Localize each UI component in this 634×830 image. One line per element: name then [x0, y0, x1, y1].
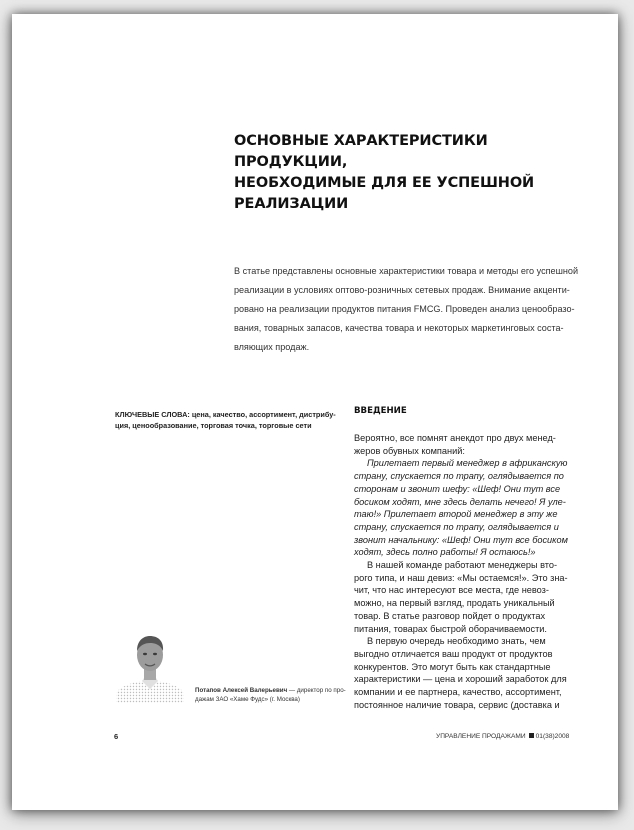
abstract-line: вания, товарных запасов, качества товара и некоторых маркетинговых соста-	[234, 323, 564, 333]
body-line: питания, товарах быстрой оборачиваемости.	[354, 623, 547, 634]
abstract-line: ровано на реализации продуктов питания FMCG. Проведен анализ ценообразо-	[234, 304, 575, 314]
body-line: выгодно отличается ваш продукт от продуктов	[354, 648, 553, 659]
body-line: страну, спускается по трапу, оглядывается и	[354, 521, 559, 532]
body-line: характеристики — цена и хороший заработок для	[354, 674, 567, 685]
body-line: звонит начальнику: «Шеф! Они тут все босиком	[354, 534, 568, 545]
journal-name: УПРАВЛЕНИЕ ПРОДАЖАМИ	[436, 733, 526, 740]
body-line: чит, что нас интересуют все места, где невоз-	[354, 585, 549, 596]
author-caption	[195, 686, 346, 704]
body-line: конкурентов. Это могут быть как стандартные	[354, 661, 551, 672]
title-line: НЕОБХОДИМЫЕ ДЛЯ ЕЕ УСПЕШНОЙ	[234, 175, 535, 191]
body-line: страну, спускается по трапу, оглядывается по	[354, 471, 564, 482]
abstract-line: вляющих продаж.	[234, 342, 310, 352]
body-line: сторонам и звонит шефу: «Шеф! Они тут все	[354, 483, 561, 494]
article-body	[354, 432, 576, 711]
title-line: РЕАЛИЗАЦИИ	[234, 196, 349, 212]
body-line: ходят, здесь полно работы! Я остаюсь!»	[354, 547, 536, 558]
caption-line	[195, 686, 346, 695]
body-line: жеров обувных компаний:	[354, 445, 465, 456]
body-line: Вероятно, все помнят анекдот про двух менед-	[354, 433, 556, 443]
keywords-block	[115, 409, 336, 431]
body-line: В первую очередь необходимо знать, чем	[367, 636, 546, 647]
square-bullet-icon	[529, 733, 534, 738]
body-line: компании и ее партнера, качество, ассортимент,	[354, 687, 562, 698]
keywords-line: КЛЮЧЕВЫЕ СЛОВА: цена, качество, ассортимент, дистрибу-	[115, 410, 336, 419]
body-line: В нашей команде работают менеджеры вто-	[367, 560, 558, 571]
article-title	[234, 131, 594, 215]
page-number: 6	[114, 732, 119, 741]
body-line: Прилетает первый менеджер в африканскую	[367, 458, 568, 469]
journal-page	[12, 14, 618, 810]
body-line: товар. В статье разговор пойдет о продуктах	[354, 610, 546, 621]
keywords-line: ция, ценообразование, торговая точка, торговые сети	[115, 421, 312, 430]
section-heading-introduction: ВВЕДЕНИЕ	[354, 406, 407, 416]
abstract-line: В статье представлены основные характеристики товара и методы его успешной	[234, 266, 579, 276]
body-line: постоянное наличие товара, сервис (доставка и	[354, 699, 560, 710]
caption-line: дажам ЗАО «Хаме Фудс» (г. Москва)	[195, 696, 300, 703]
author-name: Потапов Алексей Валерьевич	[195, 687, 288, 694]
title-line: ОСНОВНЫЕ ХАРАКТЕРИСТИКИ ПРОДУКЦИИ,	[234, 133, 488, 170]
journal-issue: 01(38)2008	[535, 733, 570, 740]
body-line: босиком ходят, мне здесь делать нечего! Я уле-	[354, 496, 566, 507]
author-role: — директор по про-	[287, 687, 346, 694]
article-abstract	[234, 262, 579, 357]
body-line: таю!» Прилетает второй менеджер в эту же	[354, 509, 558, 520]
abstract-line: реализации в условиях оптово-розничных сетевых продаж. Внимание акценти-	[234, 285, 570, 295]
author-photo	[114, 631, 186, 703]
body-line: рого типа, и наш девиз: «Мы остаемся!». Это зна-	[354, 572, 568, 583]
journal-footer	[436, 733, 569, 740]
body-line: можно, на первый взгляд, продать уникальный	[354, 598, 555, 609]
